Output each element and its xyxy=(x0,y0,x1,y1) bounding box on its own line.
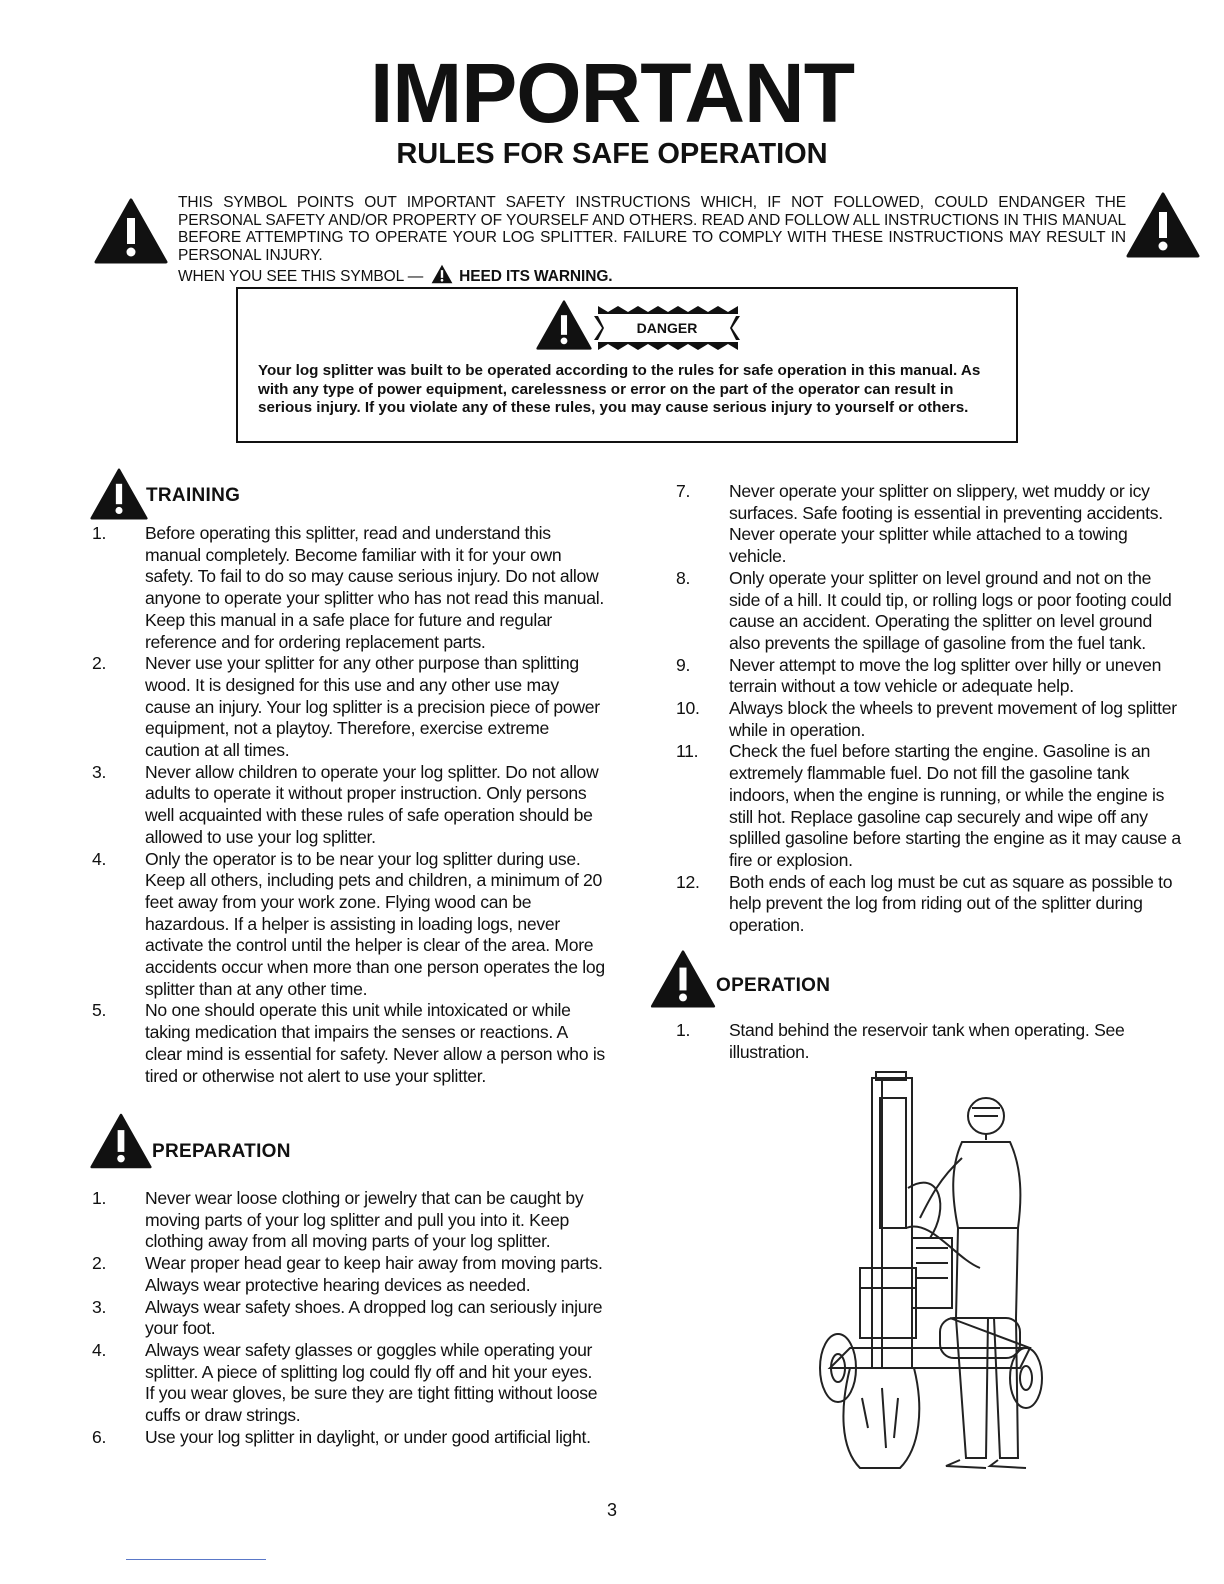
item-number: 1. xyxy=(92,523,107,543)
preparation-heading: PREPARATION xyxy=(152,1141,291,1162)
item-text: Never allow children to operate your log splitter. Do not allow adults to operate it without proper instruction. Only persons well acquainted with these rules of safe operation should be allowed to use your log splitter. xyxy=(145,761,599,847)
bottom-rule xyxy=(126,1559,266,1560)
warning-triangle-icon xyxy=(650,950,716,1008)
item-text: Never use your splitter for any other purpose than splitting wood. It is designed for this use and any other use may cause an injury. Your log splitter is a precision piece of power equipment, not a playtoy. Therefore, exercise extreme caution at all times. xyxy=(145,653,600,761)
list-item xyxy=(676,698,1184,741)
item-text: If you wear gloves, be sure they are tight fitting without loose cuffs or draw strings. xyxy=(145,1383,598,1426)
list-item xyxy=(676,741,1184,871)
item-number: 5. xyxy=(92,1000,107,1021)
list-item xyxy=(92,849,608,1001)
intro-text: THIS SYMBOL POINTS OUT IMPORTANT SAFETY INSTRUCTIONS WHICH, IF NOT FOLLOWED, COULD ENDANGER THE PERSONAL SAFETY AND/OR PROPERTY OF YOURSELF AND OTHERS. READ AND FOLLOW ALL INSTRUCTIONS IN THIS MANUAL BEFORE ATTEMPTING TO OPERATE YOUR LOG SPLITTER. FAILURE TO COMPLY WITH THESE INSTRUCTIONS MAY RESULT IN PERSONAL INJURY. xyxy=(178,194,1126,264)
item-number: 12. xyxy=(676,871,700,892)
item-text: No one should operate this unit while intoxicated or while taking medication that impairs the senses or reactions. A clear mind is essential for safety. Never allow a person who is tired or otherwise not alert to use your splitter. xyxy=(145,1000,605,1086)
warning-triangle-icon xyxy=(94,198,168,264)
list-item xyxy=(676,872,1184,937)
list-item xyxy=(676,655,1184,698)
item-number: 2. xyxy=(92,1253,107,1274)
item-number: 10. xyxy=(676,698,700,719)
safety-intro xyxy=(178,194,1126,286)
operation-list xyxy=(676,1020,1184,1063)
item-text: Never operate your splitter on slippery, wet muddy or icy surfaces. Safe footing is essential in preventing accidents. Never operate your splitter while attached to a towing vehicle. xyxy=(729,481,1163,567)
symbol-text: WHEN YOU SEE THIS SYMBOL — xyxy=(178,268,424,285)
warning-triangle-icon xyxy=(90,468,148,520)
list-item xyxy=(676,481,1184,568)
item-text: Wear proper head gear to keep hair away from moving parts. Always wear protective hearing devices as needed. xyxy=(145,1253,603,1295)
item-number: 8. xyxy=(676,567,691,588)
training-list-continued xyxy=(676,481,1184,937)
item-number: 4. xyxy=(92,848,107,869)
list-item xyxy=(92,1340,608,1383)
page-title: IMPORTANT xyxy=(369,46,855,140)
danger-text: Your log splitter was built to be operated according to the rules for safe operation in this manual. As with any type of power equipment, carelessness or error on the part of the operator can result in serious injury. If you violate any of these rules, you may cause serious injury to yourself or others. xyxy=(258,362,981,416)
operation-heading: OPERATION xyxy=(716,975,831,996)
list-item xyxy=(676,568,1184,655)
heed-text: HEED ITS WARNING. xyxy=(459,268,613,285)
item-text: Never attempt to move the log splitter over hilly or uneven terrain without a tow vehicle or adequate help. xyxy=(729,654,1162,697)
item-text: Only operate your splitter on level ground and not on the side of a hill. It could tip, or rolling logs or poor footing could cause an accident. Operating the splitter on level ground also prevents the spillage of gasoline from the fuel tank. xyxy=(729,567,1172,653)
list-item xyxy=(92,1383,608,1426)
item-number: 3. xyxy=(92,1296,107,1317)
item-number: 1. xyxy=(92,1188,107,1208)
item-number: 2. xyxy=(92,653,107,674)
danger-banner xyxy=(592,302,742,354)
item-text: Check the fuel before starting the engine. Gasoline is an extremely flammable fuel. Do not fill the gasoline tank indoors, when the engine is running, or while the engine is still hot. Replace gasoline cap securely and wipe off any splilled gasoline before starting the engine as it may cause a fire or explosion. xyxy=(729,741,1181,870)
warning-triangle-icon xyxy=(431,264,453,284)
item-text: Use your log splitter in daylight, or under good artificial light. xyxy=(145,1426,591,1447)
list-item xyxy=(92,1253,608,1296)
warning-triangle-icon xyxy=(536,300,592,350)
item-number: 6. xyxy=(92,1426,107,1447)
list-item xyxy=(92,523,608,653)
item-number: 4. xyxy=(92,1339,107,1360)
warning-triangle-icon xyxy=(1126,192,1200,258)
danger-label: DANGER xyxy=(636,320,698,336)
item-text: Before operating this splitter, read and understand this manual completely. Become familiar with it for your own safety. To fail to do so may cause serious injury. Do not allow anyone to operate your splitter who has not read this manual. Keep this manual in a safe place for future and regular reference and for ordering replacement parts. xyxy=(145,523,604,652)
item-text: Always wear safety shoes. A dropped log can seriously injure your foot. xyxy=(145,1296,603,1339)
training-heading: TRAINING xyxy=(146,485,241,506)
list-item xyxy=(92,1427,608,1449)
list-item xyxy=(92,762,608,849)
item-text: Stand behind the reservoir tank when operating. See illustration. xyxy=(729,1020,1125,1062)
log-splitter-illustration xyxy=(790,1068,1060,1488)
item-text: Always block the wheels to prevent movement of log splitter while in operation. xyxy=(729,698,1177,740)
item-text: Only the operator is to be near your log splitter during use. Keep all others, including pets and children, a minimum of 20 feet away from your work zone. Flying wood can be hazardous. If a helper is assisting in loading logs, never activate the control until the helper is clear of the area. More accidents occur when more than one person operates the log splitter than at any other time. xyxy=(145,848,605,999)
page-subtitle: RULES FOR SAFE OPERATION xyxy=(396,138,828,170)
item-number: 9. xyxy=(676,654,691,675)
item-text: Both ends of each log must be cut as square as possible to help prevent the log from riding out of the splitter during operation. xyxy=(729,871,1173,936)
list-item xyxy=(92,1297,608,1340)
item-text: Always wear safety glasses or goggles while operating your splitter. A piece of splitting log could fly off and hit your eyes. xyxy=(145,1339,593,1382)
item-text: Never wear loose clothing or jewelry that can be caught by moving parts of your log splitter and pull you into it. Keep clothing away from all moving parts of your log splitter. xyxy=(145,1188,584,1252)
warning-triangle-icon xyxy=(90,1113,152,1169)
preparation-list xyxy=(92,1188,608,1448)
training-list xyxy=(92,523,608,1087)
list-item xyxy=(92,1000,608,1087)
item-number xyxy=(92,1383,145,1426)
item-number: 1. xyxy=(676,1020,691,1040)
item-number: 3. xyxy=(92,761,107,782)
item-number: 7. xyxy=(676,481,691,501)
list-item xyxy=(676,1020,1184,1063)
item-number: 11. xyxy=(676,741,699,762)
list-item xyxy=(92,1188,608,1253)
list-item xyxy=(92,653,608,762)
page-number: 3 xyxy=(606,1500,617,1520)
